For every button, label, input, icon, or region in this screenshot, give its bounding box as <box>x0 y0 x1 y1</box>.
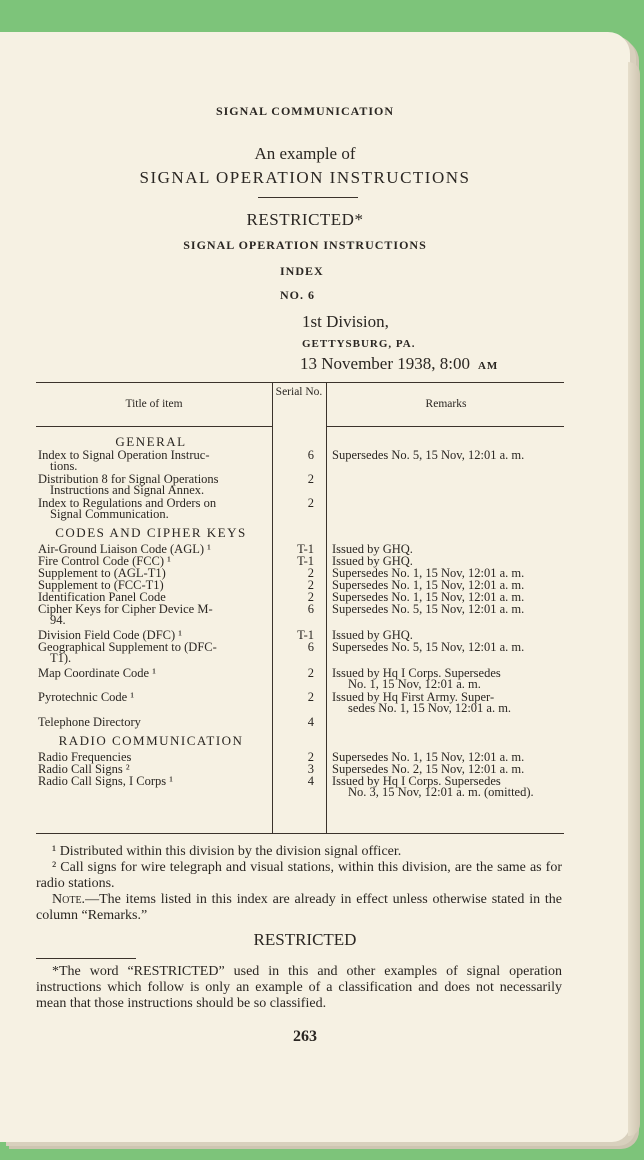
row-title: Pyrotechnic Code ¹ <box>38 690 135 704</box>
row-remarks: Supersedes No. 5, 15 Nov, 12:01 a. m. <box>332 448 525 462</box>
issue-date-text: 13 November 1938, 8:00 <box>300 354 470 373</box>
classification-footer: RESTRICTED <box>253 930 357 949</box>
row-remarks: Supersedes No. 5, 15 Nov, 12:01 a. m. <box>332 602 525 616</box>
row-serial: 4 <box>307 774 314 788</box>
section-general: GENERAL <box>115 434 187 449</box>
row-title: Supplement to (FCC-T1) <box>38 578 164 592</box>
page-edge <box>628 62 640 1136</box>
row-serial: 3 <box>307 762 314 776</box>
row-serial: 2 <box>307 496 314 510</box>
row-title: Supplement to (AGL-T1) <box>38 566 166 580</box>
footnote-1: ¹ Distributed within this division by the division signal officer. <box>52 844 402 859</box>
unit-name: 1st Division, <box>302 312 389 331</box>
row-remarks: Supersedes No. 1, 15 Nov, 12:01 a. m. <box>332 578 525 592</box>
row-title: Geographical Supplement to (DFC- <box>38 640 217 654</box>
row-serial: T-1 <box>297 554 314 568</box>
row-title: Division Field Code (DFC) ¹ <box>38 628 183 642</box>
note <box>36 892 562 924</box>
row-title: Identification Panel Code <box>38 590 166 604</box>
row-title: Radio Call Signs ² <box>38 762 130 776</box>
page-number: 263 <box>293 1028 317 1045</box>
note-text: —The items listed in this index are already in effect unless otherwise stated in the column “Remarks.” <box>36 892 562 923</box>
row-title: Distribution 8 for Signal Operations <box>38 472 219 486</box>
section-codes: CODES AND CIPHER KEYS <box>55 525 247 540</box>
table-divider-2 <box>326 382 327 834</box>
index-label: INDEX <box>280 264 324 278</box>
row-remarks-cont: sedes No. 1, 15 Nov, 12:01 a. m. <box>348 701 512 715</box>
star-note <box>36 964 562 1012</box>
row-title: Cipher Keys for Cipher Device M- <box>38 602 213 616</box>
row-title: Map Coordinate Code ¹ <box>38 666 156 680</box>
row-remarks: Supersedes No. 1, 15 Nov, 12:01 a. m. <box>332 590 525 604</box>
row-serial: 6 <box>307 640 314 654</box>
index-table <box>36 382 564 834</box>
row-remarks: Issued by Hq I Corps. Supersedes <box>332 666 501 680</box>
row-remarks-cont: No. 1, 15 Nov, 12:01 a. m. <box>348 677 481 691</box>
row-title: Radio Call Signs, I Corps ¹ <box>38 774 174 788</box>
table-bottom-rule <box>36 833 564 834</box>
row-title: Index to Regulations and Orders on <box>38 496 217 510</box>
row-remarks: Issued by Hq I Corps. Supersedes <box>332 774 501 788</box>
row-remarks: Supersedes No. 1, 15 Nov, 12:01 a. m. <box>332 566 525 580</box>
issue-date <box>300 354 498 374</box>
row-title-cont: Instructions and Signal Annex. <box>50 483 205 497</box>
row-serial: 4 <box>307 715 314 729</box>
row-serial: 2 <box>307 690 314 704</box>
issue-time-suffix: AM <box>477 360 499 372</box>
title-rule <box>258 197 358 198</box>
row-remarks: Issued by GHQ. <box>332 628 413 642</box>
row-title-cont: 94. <box>50 613 66 627</box>
column-header-serial: Serial No. <box>275 386 323 398</box>
row-title-cont: Signal Communication. <box>50 507 169 521</box>
row-serial: 2 <box>307 578 314 592</box>
row-remarks: Supersedes No. 5, 15 Nov, 12:01 a. m. <box>332 640 525 654</box>
page-title: SIGNAL OPERATION INSTRUCTIONS <box>139 168 471 187</box>
row-serial: 2 <box>307 566 314 580</box>
row-serial: 2 <box>307 590 314 604</box>
table-top-rule <box>36 382 564 383</box>
row-remarks-cont: No. 3, 15 Nov, 12:01 a. m. (omitted). <box>348 785 534 799</box>
column-header-remarks: Remarks <box>425 398 467 410</box>
row-title: Radio Frequencies <box>38 750 132 764</box>
row-title-cont: T1). <box>50 651 72 665</box>
running-header: SIGNAL COMMUNICATION <box>215 104 395 118</box>
row-title: Telephone Directory <box>38 715 141 729</box>
row-serial: 6 <box>307 602 314 616</box>
row-remarks: Issued by Hq First Army. Super- <box>332 690 495 704</box>
row-remarks: Supersedes No. 1, 15 Nov, 12:01 a. m. <box>332 750 525 764</box>
row-serial: 6 <box>307 448 314 462</box>
row-serial: 2 <box>307 750 314 764</box>
footnote-rule <box>36 958 136 959</box>
footnote-2: ² Call signs for wire telegraph and visual stations, within this division, are the same as for radio stations. <box>36 860 562 891</box>
row-remarks: Supersedes No. 2, 15 Nov, 12:01 a. m. <box>332 762 525 776</box>
star-note-text: *The word “RESTRICTED” used in this and other examples of signal operation instructions which follow is only an example of a classification and does not necessarily mean that those instructions should be so classified. <box>36 964 562 1011</box>
row-title: Index to Signal Operation Instruc- <box>38 448 210 462</box>
book-page <box>0 32 630 1142</box>
document-number: NO. 6 <box>280 288 315 302</box>
section-radio: RADIO COMMUNICATION <box>58 733 244 748</box>
row-remarks: Issued by GHQ. <box>332 554 413 568</box>
classification-header: RESTRICTED* <box>246 210 364 229</box>
row-serial: 2 <box>307 666 314 680</box>
note-label: Note. <box>52 892 86 907</box>
example-of-line: An example of <box>254 144 356 163</box>
row-serial: 2 <box>307 472 314 486</box>
row-title: Air-Ground Liaison Code (AGL) ¹ <box>38 542 211 556</box>
document-subtitle: SIGNAL OPERATION INSTRUCTIONS <box>183 238 427 252</box>
row-title-cont: tions. <box>50 459 78 473</box>
row-serial: T-1 <box>297 542 314 556</box>
row-remarks: Issued by GHQ. <box>332 542 413 556</box>
row-title: Fire Control Code (FCC) ¹ <box>38 554 171 568</box>
table-header-rule-right <box>326 426 564 427</box>
table-header-rule-left <box>36 426 272 427</box>
column-header-title: Title of item <box>125 398 183 410</box>
location: GETTYSBURG, PA. <box>302 338 416 350</box>
footnotes <box>36 844 562 924</box>
row-serial: T-1 <box>297 628 314 642</box>
